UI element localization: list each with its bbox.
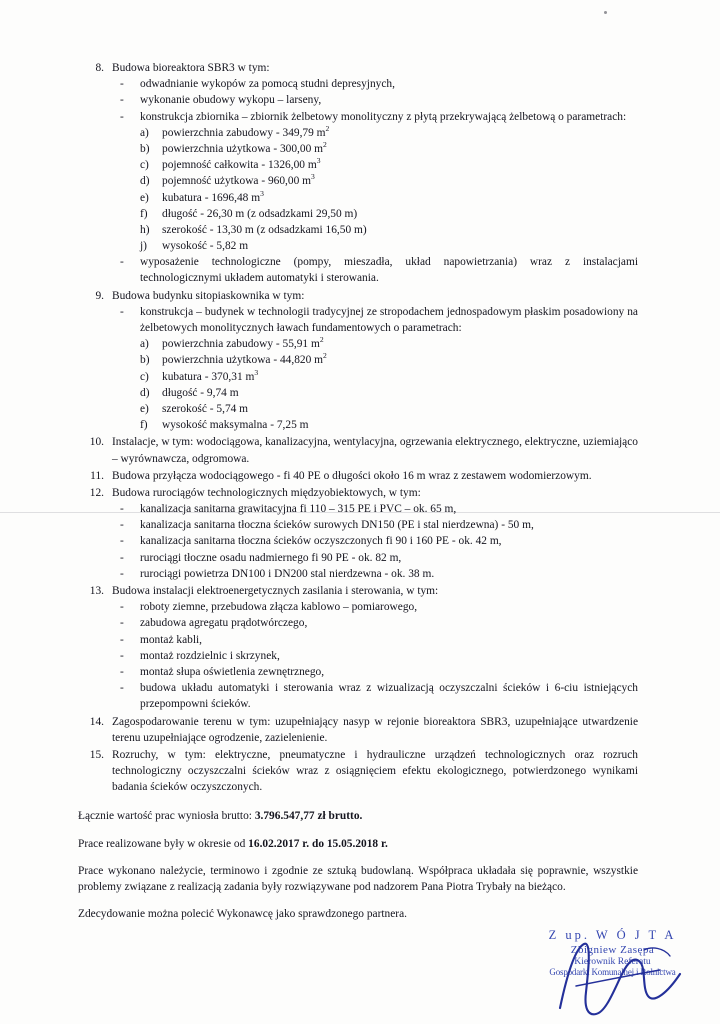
sub-item-text: montaż rozdzielnic i skrzynek,	[140, 649, 280, 662]
unit-exponent: 2	[325, 123, 330, 133]
sub-item	[120, 615, 638, 631]
unit-exponent: 3	[254, 367, 259, 377]
alpha-text: szerokość - 13,30 m (z odsadzkami 16,50 m)	[162, 223, 367, 236]
sub-item	[120, 632, 638, 648]
item-lead: Instalacje, w tym: wodociągowa, kanalizacyjna, wentylacyjna, ogrzewania elektrycznego, elektryczne, uziemiająco – wyrównawcza, odgromowa.	[112, 436, 638, 465]
sub-item-text: kanalizacja sanitarna grawitacyjna fi 110 – 315 PE i PVC – ok. 65 m,	[140, 503, 457, 516]
period-label: Prace realizowane były w okresie od	[78, 837, 249, 850]
item-number: 11.	[90, 469, 104, 482]
alpha-item	[140, 222, 638, 238]
item-body	[112, 714, 638, 746]
stamp-line-name: Zbigniew Zasępa	[570, 944, 655, 956]
alpha-text: długość - 26,30 m (z odsadzkami 29,50 m)	[162, 207, 358, 220]
sub-item-text: wykonanie obudowy wykopu – larseny,	[140, 94, 322, 107]
alpha-item	[140, 157, 638, 173]
alpha-item	[140, 206, 638, 222]
list-item	[78, 60, 638, 287]
sub-item	[120, 599, 638, 615]
alpha-item	[140, 125, 638, 141]
alpha-label: b)	[140, 354, 150, 367]
list-item	[78, 583, 638, 713]
sub-item-text: zabudowa agregatu prądotwórczego,	[140, 617, 308, 630]
quality-paragraph: Prace wykonano należycie, terminowo i zgodnie ze sztuką budowlaną. Współpraca układała się poprawnie, wszystkie problemy związane z realizacją zadania były rozwiązywane pod nadzorem Pana Piotra Trybały na bieżąco.	[78, 864, 638, 893]
sub-item	[120, 533, 638, 549]
unit-exponent: 3	[260, 188, 264, 198]
dash-bullet: -	[120, 535, 124, 548]
item-lead: Budowa instalacji elektroenergetycznych zasilania i sterowania, w tym:	[112, 585, 439, 597]
item-number: 10.	[89, 436, 104, 449]
alpha-text: długość - 9,74 m	[162, 386, 239, 399]
total-value-amount: 3.796.547,77 zł brutto.	[254, 810, 363, 823]
sub-item	[120, 550, 638, 566]
item-number: 12.	[89, 486, 104, 499]
sub-item-text: budowa układu automatyki i sterowania wraz z wizualizacją oczyszczalni ścieków i 6-ciu istniejących przepompowni ścieków.	[140, 682, 638, 711]
sub-item	[120, 501, 638, 517]
alpha-item	[140, 336, 638, 352]
sub-item-text: rurociągi powietrza DN100 i DN200 stal nierdzewna - ok. 38 m.	[140, 567, 435, 580]
item-body	[112, 485, 638, 582]
dash-bullet: -	[120, 256, 124, 269]
period-paragraph	[78, 836, 638, 852]
alpha-label: f)	[140, 207, 148, 220]
alpha-label: e)	[140, 191, 149, 204]
dash-bullet: -	[120, 633, 124, 646]
sub-item	[120, 304, 638, 336]
alpha-item	[140, 417, 638, 433]
total-value-paragraph	[78, 808, 638, 824]
period-dates: 16.02.2017 r. do 15.05.2018 r.	[248, 837, 388, 850]
item-body	[112, 583, 638, 713]
alpha-item	[140, 352, 638, 368]
alpha-text: powierzchnia użytkowa - 300,00 m	[162, 142, 324, 155]
sub-item	[120, 680, 638, 712]
alpha-item	[140, 401, 638, 417]
alpha-item	[140, 190, 638, 206]
alpha-text: wysokość - 5,82 m	[162, 240, 249, 253]
sub-item	[120, 76, 638, 92]
list-item	[78, 434, 638, 466]
dash-bullet: -	[120, 519, 124, 532]
item-body	[112, 60, 638, 287]
sub-item-text: montaż kabli,	[140, 633, 202, 646]
alpha-label: e)	[140, 402, 149, 415]
dash-bullet: -	[120, 649, 124, 662]
alpha-label: j)	[140, 240, 147, 253]
item-number: 15.	[89, 748, 104, 761]
dash-bullet: -	[120, 78, 124, 91]
document-body	[78, 60, 638, 922]
scan-artifact-text	[330, 990, 510, 1000]
item-lead: Budowa budynku sitopiaskownika w tym:	[112, 289, 305, 302]
sub-item-text: roboty ziemne, przebudowa złącza kablowo – pomiarowego,	[140, 601, 418, 614]
sub-item	[120, 664, 638, 680]
list-item	[78, 288, 638, 434]
dash-bullet: -	[120, 601, 124, 614]
unit-exponent: 2	[323, 140, 327, 150]
dash-bullet: -	[120, 665, 124, 678]
official-stamp	[520, 928, 705, 1010]
alpha-item	[140, 385, 638, 401]
item-lead: Budowa przyłącza wodociągowego - fi 40 PE o długości około 16 m wraz z zestawem wodomierzowym.	[112, 469, 592, 482]
sub-item	[120, 92, 638, 108]
unit-exponent: 2	[323, 351, 327, 361]
recommendation-paragraph: Zdecydowanie można polecić Wykonawcę jako sprawdzonego partnera.	[78, 908, 407, 921]
alpha-item	[140, 141, 638, 157]
stamp-line-department: Gospodarki Komunalnej i Rolnictwa	[549, 967, 676, 977]
alpha-text: kubatura - 370,31 m	[162, 370, 255, 383]
sub-item-text: wyposażenie technologiczne (pompy, mieszadła, układ napowietrzania) wraz z instalacjami technologicznymi układem automatyki i sterowania.	[140, 256, 638, 285]
sub-item	[120, 254, 638, 286]
unit-exponent: 3	[316, 156, 321, 166]
dash-bullet: -	[120, 305, 124, 318]
item-body	[112, 468, 638, 484]
item-lead: Zagospodarowanie terenu w tym: uzupełniający nasyp w rejonie bioreaktora SBR3, uzupełniające utwardzenie terenu uzupełniające ogrodzenie, zazielenienie.	[112, 715, 638, 744]
sub-item-text: rurociągi tłoczne osadu nadmiernego fi 90 PE - ok. 82 m,	[140, 551, 402, 564]
item-lead: Rozruchy, w tym: elektryczne, pneumatyczne i hydrauliczne urządzeń technologicznych oraz rozruch technologiczny oczyszczalni ścieków wraz z osiągnięciem efektu ekologicznego, potwierdzonego wynikami badania ścieków oczyszczonych.	[112, 748, 638, 794]
alpha-label: d)	[140, 175, 150, 188]
sub-item-text: kanalizacja sanitarna tłoczna ścieków oczyszczonych fi 90 i 160 PE - ok. 42 m,	[140, 535, 502, 548]
list-item	[78, 468, 638, 484]
dash-bullet: -	[120, 567, 124, 580]
alpha-text: powierzchnia użytkowa - 44,820 m	[162, 354, 324, 367]
alpha-label: f)	[140, 419, 148, 432]
stamp-line-position: Kierownik Referatu	[574, 956, 651, 967]
sub-item-text: kanalizacja sanitarna tłoczna ścieków surowych DN150 (PE i stal nierdzewna) - 50 m,	[140, 519, 534, 532]
alpha-text: pojemność użytkowa - 960,00 m	[162, 175, 312, 188]
alpha-text: pojemność całkowita - 1326,00 m	[162, 159, 317, 172]
alpha-text: wysokość maksymalna - 7,25 m	[162, 419, 309, 432]
dash-bullet: -	[120, 682, 124, 695]
dash-bullet: -	[120, 551, 124, 564]
alpha-label: c)	[140, 159, 149, 172]
sub-item-text: montaż słupa oświetlenia zewnętrznego,	[140, 665, 325, 678]
alpha-text: powierzchnia zabudowy - 349,79 m	[162, 126, 326, 139]
item-number: 8.	[95, 62, 104, 74]
sub-item	[120, 109, 638, 125]
dash-bullet: -	[120, 503, 124, 516]
alpha-item	[140, 173, 638, 189]
item-body	[112, 288, 638, 434]
item-number: 14.	[89, 715, 104, 728]
list-item	[78, 747, 638, 796]
sub-item	[120, 648, 638, 664]
alpha-label: a)	[140, 126, 149, 139]
sub-item-text: odwadnianie wykopów za pomocą studni depresyjnych,	[140, 78, 395, 91]
item-number: 13.	[89, 585, 104, 597]
sub-item	[120, 566, 638, 582]
sub-item	[120, 517, 638, 533]
list-item	[78, 714, 638, 746]
item-number: 9.	[95, 289, 104, 302]
scan-artifact-dot	[604, 11, 607, 14]
item-lead: Budowa bioreaktora SBR3 w tym:	[112, 62, 270, 74]
alpha-item	[140, 369, 638, 385]
stamp-line-authority: Z up. W Ó J T A	[548, 928, 677, 942]
list-item	[78, 485, 638, 582]
total-value-label: Łącznie wartość prac wyniosła brutto:	[78, 810, 255, 823]
alpha-label: c)	[140, 370, 149, 383]
sub-item-text: konstrukcja – budynek w technologii tradycyjnej ze stropodachem jednospadowym płaskim posadowiony na żelbetowych monolitycznych ławach fundamentowych o parametrach:	[140, 305, 638, 334]
alpha-item	[140, 238, 638, 254]
unit-exponent: 3	[311, 172, 315, 182]
dash-bullet: -	[120, 617, 124, 630]
alpha-label: b)	[140, 142, 150, 155]
alpha-text: powierzchnia zabudowy - 55,91 m	[162, 338, 320, 351]
item-body	[112, 747, 638, 796]
sub-item-text: konstrukcja zbiornika – zbiornik żelbetowy monolityczny z płytą przekrywającą żelbetową o parametrach:	[140, 110, 627, 123]
alpha-text: szerokość - 5,74 m	[162, 402, 249, 415]
dash-bullet: -	[120, 94, 124, 107]
alpha-label: d)	[140, 386, 150, 399]
alpha-label: h)	[140, 223, 150, 236]
alpha-text: kubatura - 1696,48 m	[162, 191, 261, 204]
dash-bullet: -	[120, 110, 124, 123]
unit-exponent: 2	[319, 335, 324, 345]
item-body	[112, 434, 638, 466]
item-lead: Budowa rurociągów technologicznych międzyobiektowych, w tym:	[112, 486, 421, 499]
alpha-label: a)	[140, 338, 149, 351]
